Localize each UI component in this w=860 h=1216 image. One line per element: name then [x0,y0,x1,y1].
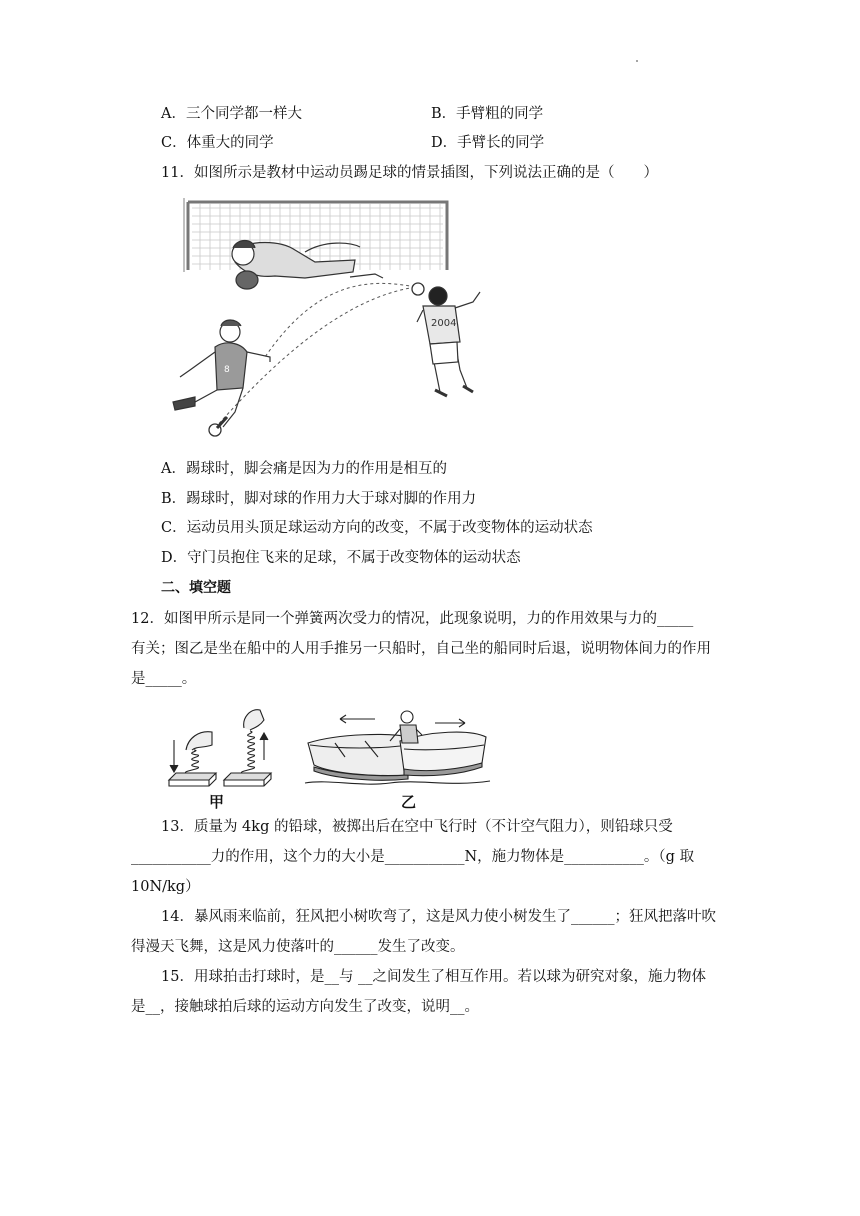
q14-line2: 得漫天飞舞，这是风力使落叶的______发生了改变。 [131,939,465,955]
q12-line3: 是_____。 [131,671,197,687]
q12-line2: 有关；图乙是坐在船中的人用手推另一只船时，自己坐的船同时后退，说明物体间力的作用 [131,641,711,657]
boat-illustration [300,705,495,790]
q13-line1: 13．质量为 4kg 的铅球，被掷出后在空中飞行时（不计空气阻力），则铅球只受 [161,819,673,835]
q10-option-b: B．手臂粗的同学 [431,106,544,122]
figure-label-b: 乙 [401,793,417,811]
q13-line2: ___________力的作用，这个力的大小是___________N，施力物体是___________。（g 取 [131,849,695,865]
q10-option-c: C．体重大的同学 [161,135,274,151]
q11-option-d: D．守门员抱住飞来的足球，不属于改变物体的运动状态 [161,550,521,566]
jersey-number: 2004 [431,318,457,329]
svg-text:8: 8 [224,365,230,375]
kicker-figure [173,320,270,428]
q11-stem: 11．如图所示是教材中运动员踢足球的情景插图，下列说法正确的是（ ） [161,165,658,181]
q11-option-b: B．踢球时，脚对球的作用力大于球对脚的作用力 [161,491,477,507]
page-dot [636,60,638,62]
q15-line2: 是__，接触球拍后球的运动方向发生了改变，说明__。 [131,999,479,1015]
q10-option-d: D．手臂长的同学 [431,135,545,151]
q15-line1: 15．用球拍击打球时，是__与 __之间发生了相互作用。若以球为研究对象，施力物体 [161,969,707,985]
q12-line1: 12．如图甲所示是同一个弹簧两次受力的情况，此现象说明，力的作用效果与力的_____ [131,611,694,627]
figure-label-a: 甲 [209,793,225,811]
q13-line3: 10N/kg） [131,879,200,895]
section-heading: 二、填空题 [161,580,231,596]
ball-upper-icon [412,283,424,295]
soccer-illustration [155,192,505,442]
q14-line1: 14．暴风雨来临前，狂风把小树吹弯了，这是风力使小树发生了______；狂风把落叶吹 [161,909,716,925]
q10-option-a: A．三个同学都一样大 [161,106,302,122]
q11-option-a: A．踢球时，脚会痛是因为力的作用是相互的 [161,461,447,477]
header-player-figure [417,287,480,396]
q11-option-c: C．运动员用头顶足球运动方向的改变，不属于改变物体的运动状态 [161,520,593,536]
spring-illustration [164,700,274,795]
